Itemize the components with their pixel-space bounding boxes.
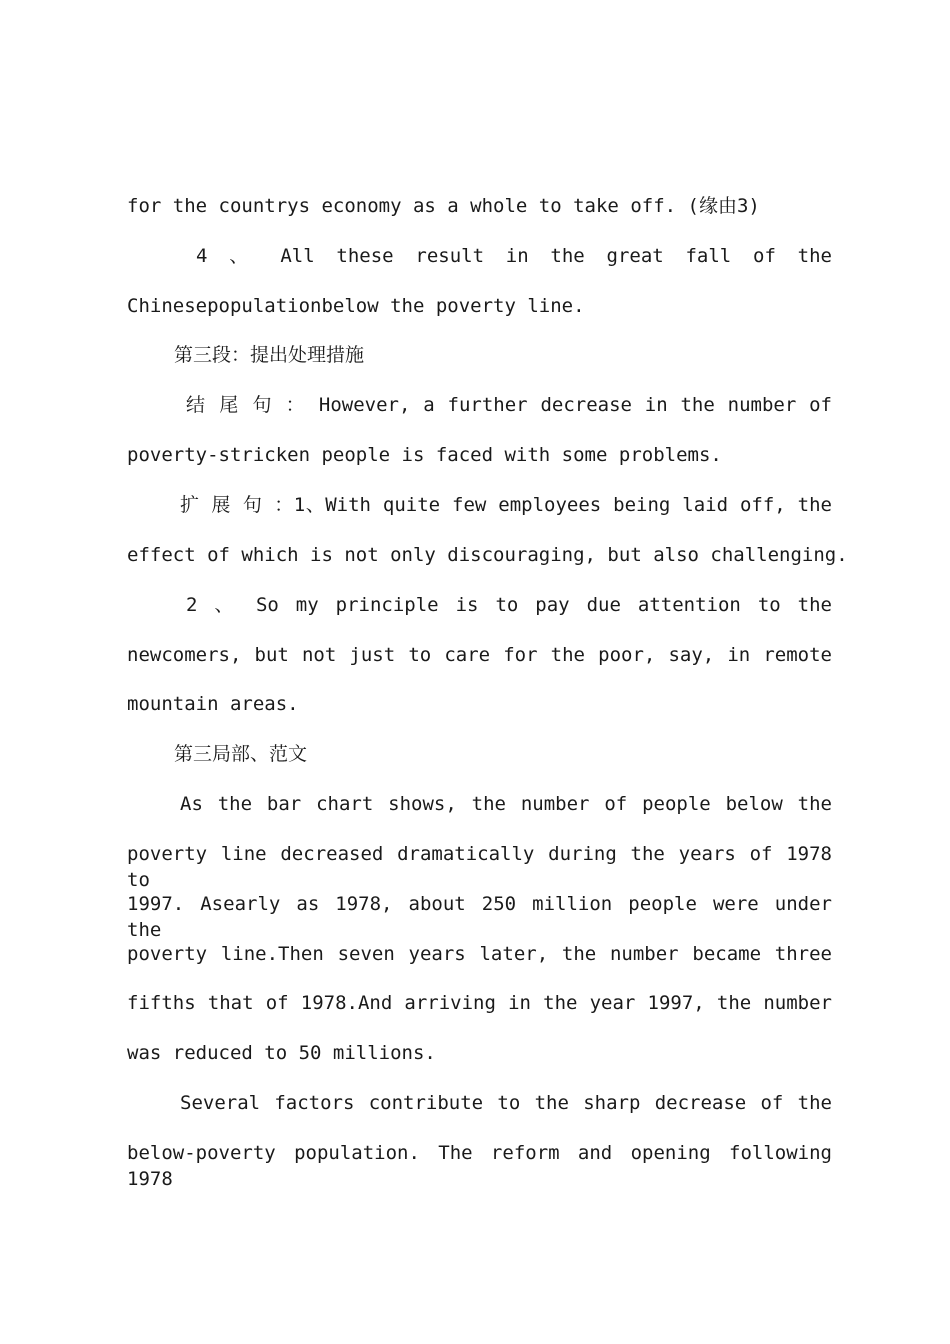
text-line-17: fifths that of 1978.And arriving in the year 1997, the number <box>127 992 832 1014</box>
text-line-18: was reduced to 50 millions. <box>127 1042 436 1064</box>
text-line-3: Chinesepopulationbelow the poverty line. <box>127 295 585 317</box>
text-line-13: As the bar chart shows, the number of people below the <box>180 793 832 815</box>
text-line-1: for the countrys economy as a whole to take off. (缘由3) <box>127 195 760 217</box>
text-line-14: poverty line decreased dramatically during the years of 1978 to <box>127 843 832 891</box>
text-line-7: 扩 展 句 ：1、With quite few employees being laid off, the <box>180 494 832 516</box>
text-line-8: effect of which is not only discouraging, but also challenging. <box>127 544 848 566</box>
text-line-19: Several factors contribute to the sharp decrease of the <box>180 1092 832 1114</box>
text-line-2: 4 、 All these result in the great fall of the <box>196 245 832 267</box>
text-line-6: poverty-stricken people is faced with some problems. <box>127 444 722 466</box>
text-line-5: 结 尾 句 ： However, a further decrease in the number of <box>186 394 832 416</box>
text-line-9: 2 、 So my principle is to pay due attention to the <box>186 594 832 616</box>
text-line-20: below-poverty population. The reform and opening following 1978 <box>127 1142 832 1190</box>
section-heading-3: 第三段：提出处理措施 <box>174 344 365 366</box>
section-heading-sample: 第三局部、范文 <box>174 743 308 765</box>
text-line-11: mountain areas. <box>127 693 299 715</box>
text-line-16: poverty line.Then seven years later, the number became three <box>127 943 832 965</box>
text-line-10: newcomers, but not just to care for the poor, say, in remote <box>127 644 832 666</box>
text-line-15: 1997. Asearly as 1978, about 250 million people were under the <box>127 893 832 941</box>
